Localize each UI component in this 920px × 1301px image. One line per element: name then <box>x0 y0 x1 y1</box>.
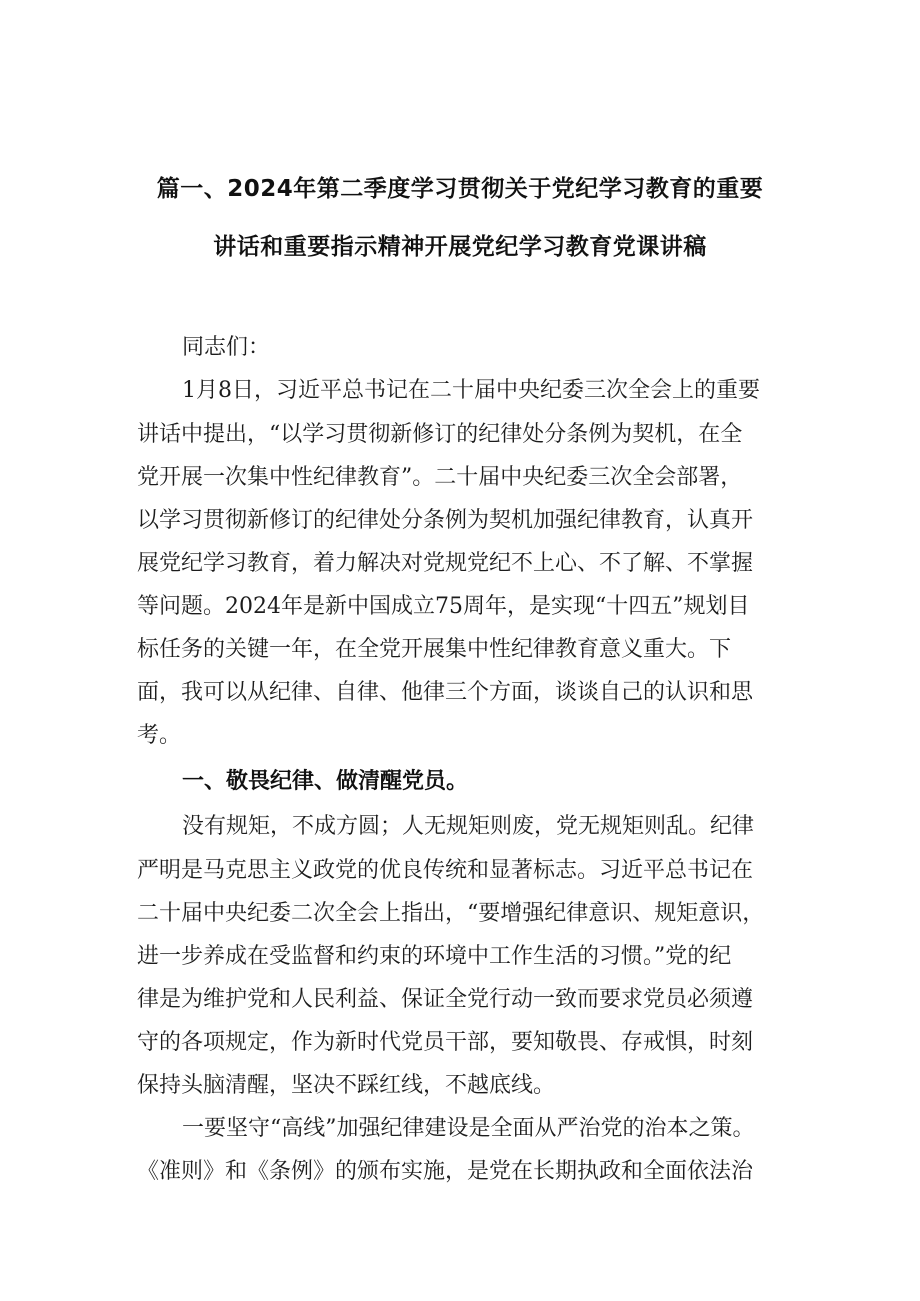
paragraph-2-line: 守的各项规定，作为新时代党员干部，要知敬畏、存戒惧，时刻 <box>137 1030 754 1055</box>
section-heading-1: 一、敬畏纪律、做清醒党员。 <box>182 769 469 794</box>
paragraph-1-line: 以学习贯彻新修订的纪律处分条例为契机加强纪律教育，认真开 <box>137 508 754 533</box>
salutation: 同志们： <box>182 335 271 360</box>
document-title-line-1: 篇一、2024年第二季度学习贯彻关于党纪学习教育的重要 <box>156 176 764 202</box>
paragraph-1-line: 等问题。2024年是新中国成立75周年，是实现“十四五”规划目 <box>137 594 750 619</box>
paragraph-2-line: 保持头脑清醒，坚决不踩红线，不越底线。 <box>137 1073 556 1098</box>
paragraph-1-line: 展党纪学习教育，着力解决对党规党纪不上心、不了解、不掌握 <box>137 551 754 576</box>
paragraph-1-line: 1月8日，习近平总书记在二十届中央纪委三次全会上的重要 <box>182 378 760 403</box>
paragraph-3-line: 《准则》和《条例》的颁布实施，是党在长期执政和全面依法治 <box>137 1159 754 1184</box>
paragraph-1-line: 面，我可以从纪律、自律、他律三个方面，谈谈自己的认识和思 <box>137 680 754 705</box>
paragraph-2-line: 律是为维护党和人民利益、保证全党行动一致而要求党员必须遵 <box>137 987 754 1012</box>
paragraph-2-line: 二十届中央纪委二次全会上指出，“要增强纪律意识、规矩意识， <box>137 901 765 926</box>
document-title-line-2: 讲话和重要指示精神开展党纪学习教育党课讲稿 <box>213 234 707 260</box>
paragraph-1-line: 标任务的关键一年，在全党开展集中性纪律教育意义重大。下 <box>137 637 732 662</box>
paragraph-2-line: 进一步养成在受监督和约束的环境中工作生活的习惯。”党的纪 <box>137 944 732 969</box>
paragraph-2-line: 严明是马克思主义政党的优良传统和显著标志。习近平总书记在 <box>137 858 754 883</box>
paragraph-1-line: 讲话中提出，“以学习贯彻新修订的纪律处分条例为契机，在全 <box>137 422 743 447</box>
paragraph-2-line: 没有规矩，不成方圆；人无规矩则废，党无规矩则乱。纪律 <box>182 814 755 839</box>
paragraph-1-line: 党开展一次集中性纪律教育”。二十届中央纪委三次全会部署， <box>137 465 743 490</box>
paragraph-3-line: 一要坚守“高线”加强纪律建设是全面从严治党的治本之策。 <box>182 1116 755 1141</box>
paragraph-1-line: 考。 <box>137 723 182 748</box>
